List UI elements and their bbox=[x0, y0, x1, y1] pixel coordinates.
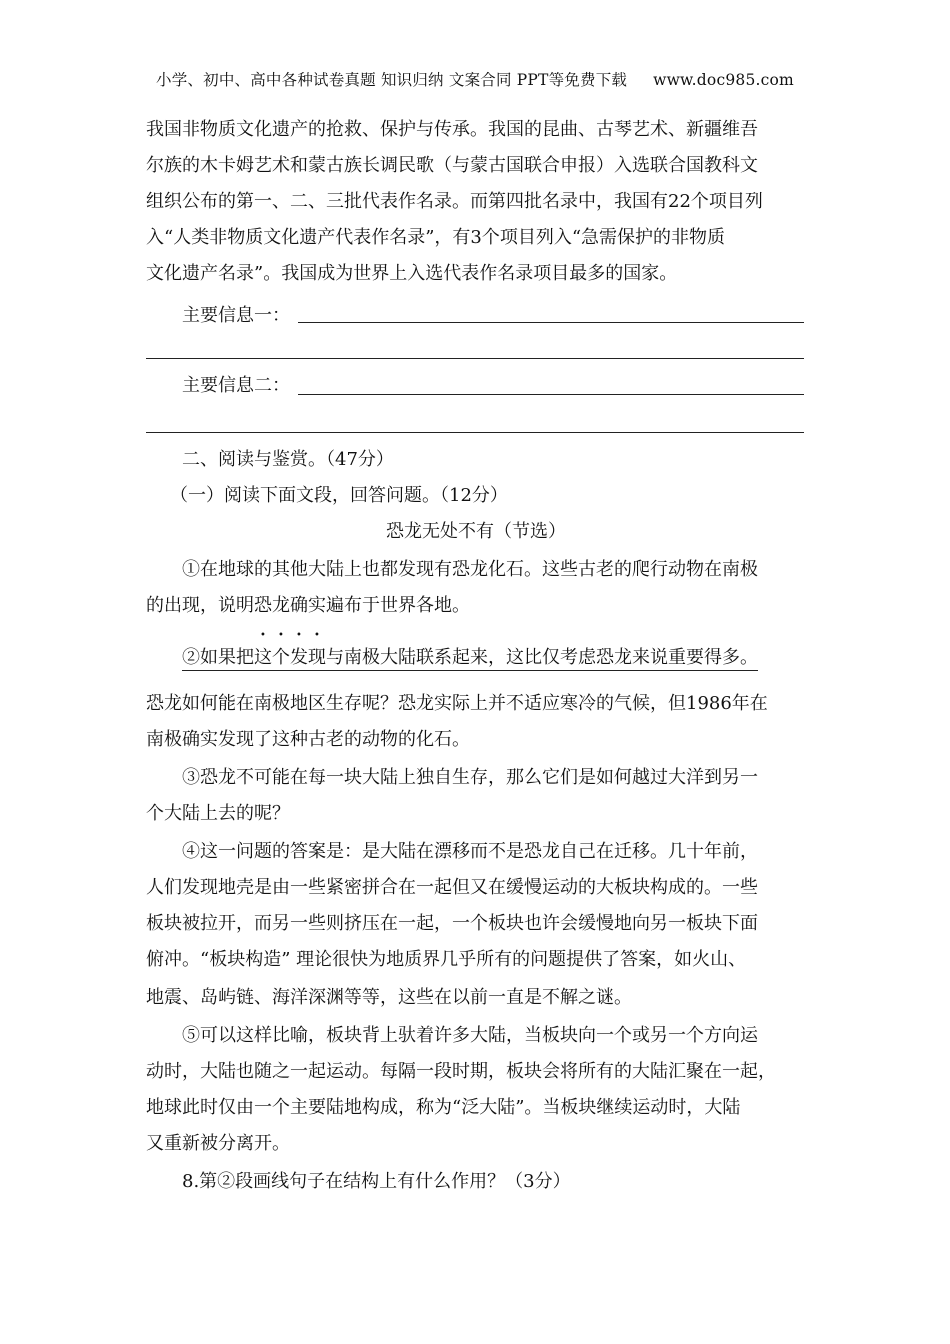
paragraph-number: ② bbox=[182, 647, 200, 668]
page-header bbox=[0, 68, 950, 90]
paragraph-5-line: ⑤可以这样比喻，板块背上驮着许多大陆，当板块向一个或另一个方向运 bbox=[182, 1025, 758, 1046]
answer-blank-1b[interactable] bbox=[146, 358, 804, 359]
intro-line: 我国非物质文化遗产的抢救、保护与传承。我国的昆曲、古琴艺术、新疆维吾 bbox=[146, 119, 758, 140]
passage-title: 恐龙无处不有（节选） bbox=[386, 521, 566, 542]
paragraph-2-first-line bbox=[182, 646, 806, 670]
intro-line: 入“人类非物质文化遗产代表作名录”，有3个项目列入“急需保护的非物质 bbox=[146, 227, 726, 248]
paragraph-5-line: 又重新被分离开。 bbox=[146, 1133, 290, 1154]
blank-label-2: 主要信息二： bbox=[182, 375, 290, 396]
emphasis-char: 这 bbox=[254, 647, 272, 668]
intro-line: 文化遗产名录”。我国成为世界上入选代表作名录项目最多的国家。 bbox=[146, 263, 678, 284]
paragraph-2-line: 恐龙如何能在南极地区生存呢？恐龙实际上并不适应寒冷的气候，但1986年在 bbox=[146, 693, 768, 714]
header-site: www.doc985.com bbox=[653, 71, 794, 89]
paragraph-5-line: 动时，大陆也随之一起运动。每隔一段时期，板块会将所有的大陆汇聚在一起， bbox=[146, 1061, 776, 1082]
paragraph-3-line: ③恐龙不可能在每一块大陆上独自生存，那么它们是如何越过大洋到另一 bbox=[182, 767, 758, 788]
answer-blank-2a[interactable] bbox=[298, 394, 804, 395]
paragraph-2-line: 南极确实发现了这种古老的动物的化石。 bbox=[146, 729, 470, 750]
paragraph-4-line: 地震、岛屿链、海洋深渊等等，这些在以前一直是不解之谜。 bbox=[146, 987, 632, 1008]
intro-line: 组织公布的第一、二、三批代表作名录。而第四批名录中，我国有22个项目列 bbox=[146, 191, 763, 212]
paragraph-4-line: 板块被拉开，而另一些则挤压在一起，一个板块也许会缓慢地向另一板块下面 bbox=[146, 913, 758, 934]
emphasis-char: 发 bbox=[290, 647, 308, 668]
paragraph-4-line: ④这一问题的答案是：是大陆在漂移而不是恐龙自己在迁移。几十年前， bbox=[182, 841, 758, 862]
paragraph-5-line: 地球此时仅由一个主要陆地构成，称为“泛大陆”。当板块继续运动时，大陆 bbox=[146, 1097, 741, 1118]
underlined-part: 与南极大陆联系起来，这比仅考虑恐龙来说重要得多。 bbox=[326, 647, 758, 668]
paragraph-1-line: 的出现，说明恐龙确实遍布于世界各地。 bbox=[146, 595, 470, 616]
paragraph-1-line: ①在地球的其他大陆上也都发现有恐龙化石。这些古老的爬行动物在南极 bbox=[182, 559, 758, 580]
underlined-sentence bbox=[182, 647, 758, 671]
underlined-part: 如果把 bbox=[200, 647, 254, 668]
answer-blank-2b[interactable] bbox=[146, 432, 804, 433]
question-8: 8.第②段画线句子在结构上有什么作用？（3分） bbox=[182, 1171, 571, 1192]
emphasis-char: 现 bbox=[308, 647, 326, 668]
emphasis-char: 个 bbox=[272, 647, 290, 668]
blank-label-1: 主要信息一： bbox=[182, 305, 290, 326]
intro-line: 尔族的木卡姆艺术和蒙古族长调民歌（与蒙古国联合申报）入选联合国教科文 bbox=[146, 155, 758, 176]
paragraph-4-line: 俯冲。“板块构造” 理论很快为地质界几乎所有的问题提供了答案，如火山、 bbox=[146, 949, 747, 970]
paragraph-4-line: 人们发现地壳是由一些紧密拼合在一起但又在缓慢运动的大板块构成的。一些 bbox=[146, 877, 758, 898]
paragraph-3-line: 个大陆上去的呢？ bbox=[146, 803, 290, 824]
section-subheading: （一）阅读下面文段，回答问题。（12分） bbox=[170, 485, 508, 506]
header-text: 小学、初中、高中各种试卷真题 知识归纳 文案合同 PPT等免费下载 bbox=[156, 71, 628, 89]
answer-blank-1a[interactable] bbox=[298, 322, 804, 323]
section-heading: 二、阅读与鉴赏。（47分） bbox=[182, 449, 394, 470]
